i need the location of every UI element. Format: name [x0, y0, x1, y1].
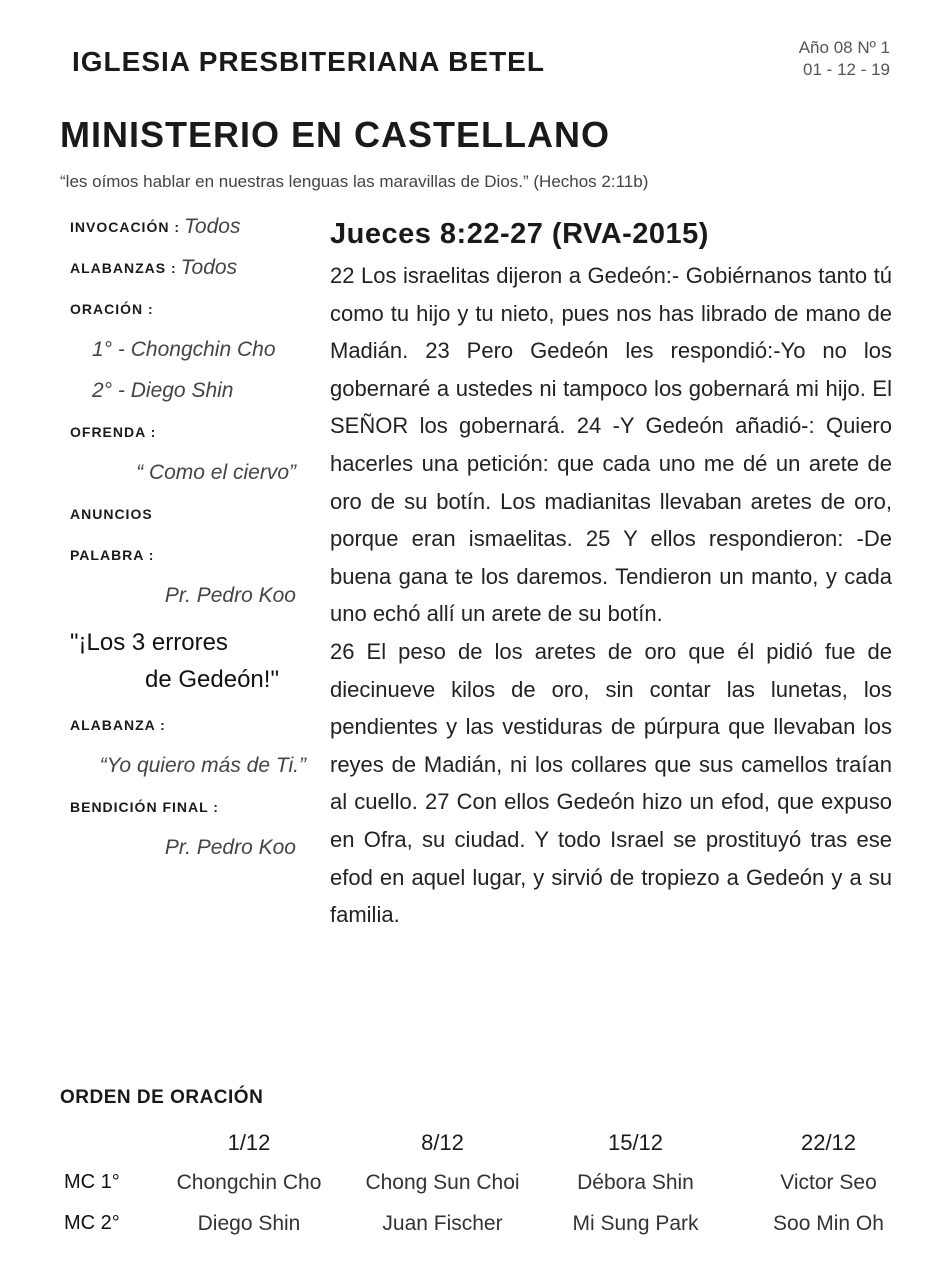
table-cell: Victor Seo	[780, 1170, 877, 1194]
bendicion-label: BENDICIÓN FINAL :	[70, 798, 219, 815]
prayer-order-table	[52, 1124, 925, 1244]
table-cell: Débora Shin	[577, 1170, 694, 1194]
table-cell: Mi Sung Park	[572, 1211, 699, 1235]
table-corner	[52, 1124, 152, 1162]
passage-text	[330, 257, 892, 934]
date-header: 22/12	[800, 1130, 857, 1155]
issue-info	[799, 37, 890, 81]
sermon-title-line1: "¡Los 3 errores	[70, 629, 228, 656]
bendicion-value: Pr. Pedro Koo	[164, 835, 296, 859]
alabanza-row	[70, 704, 310, 745]
table-cell: Chongchin Cho	[176, 1170, 322, 1194]
palabra-label: PALABRA :	[70, 546, 155, 563]
table-cell: Soo Min Oh	[773, 1211, 884, 1235]
oracion-second: 2° - Diego Shin	[92, 378, 234, 402]
church-name: IGLESIA PRESBITERIANA BETEL	[72, 46, 545, 77]
passage-paragraph: 26 El peso de los aretes de oro que él pidió fue de diecinueve kilos de oro, sin contar las lunetas, los pendientes y las vestiduras de púrpura que llevaban los reyes de Madián, ni los collares que sus camellos traían al cuello. 27 Con ellos Gedeón hizo un efod, que expuso en Ofra, su ciudad. Y todo Israel se prostituyó tras ese efod en aquel lugar, y sirvió de tropiezo a Gedeón y a su familia.	[330, 638, 892, 928]
bendicion-row	[70, 786, 310, 827]
date-header: 1/12	[227, 1130, 271, 1155]
oracion-first: 1° - Chongchin Cho	[92, 337, 276, 361]
sermon-title-line2: de Gedeón!"	[145, 666, 279, 693]
invocacion-label: INVOCACIÓN :	[70, 218, 180, 235]
anuncios-row	[70, 493, 310, 534]
table-cell: Diego Shin	[197, 1211, 301, 1235]
invocacion-row	[70, 206, 310, 247]
date-header: 15/12	[607, 1130, 664, 1155]
order-of-service	[70, 206, 310, 868]
oracion-row	[70, 288, 310, 329]
date-header: 8/12	[421, 1130, 464, 1155]
bible-quote: “les oímos hablar en nuestras lenguas las maravillas de Dios.” (Hechos 2:11b)	[60, 172, 649, 191]
oracion-label: ORACIÓN :	[70, 300, 154, 317]
alabanzas-row	[70, 247, 310, 288]
alabanzas-label: ALABANZAS :	[70, 259, 177, 276]
row-label: MC 1°	[64, 1171, 120, 1193]
table-cell: Juan Fischer	[382, 1211, 503, 1235]
anuncios-label: ANUNCIOS	[70, 505, 153, 522]
row-label: MC 2°	[64, 1212, 120, 1234]
prayer-order-title: ORDEN DE ORACIÓN	[60, 1087, 264, 1108]
passage-title: Jueces 8:22-27 (RVA-2015)	[330, 218, 709, 250]
sermon-title	[70, 616, 310, 698]
alabanzas-value: Todos	[180, 255, 238, 279]
alabanza-value: “Yo quiero más de Ti.”	[99, 753, 306, 777]
table-row	[52, 1203, 925, 1244]
passage-paragraph: 22 Los israelitas dijeron a Gedeón:- Gobiérnanos tanto tú como tu hijo y tu nieto, pues nos has librado de mano de Madián. 23 Pero Gedeón les respondió:-Yo no los gobernaré a ustedes ni tampoco los gobernará mi hijo. El SEÑOR los gobernará. 24 -Y Gedeón añadió-: Quiero hacerles una petición: que cada uno me dé un arete de oro de su botín. Los madianitas llevaban aretes de oro, porque eran ismaelitas. 25 Y ellos respondieron: -De buena gana te los daremos. Tendieron un manto, y cada uno echó allí un arete de su botín.	[330, 263, 892, 627]
table-row	[52, 1162, 925, 1203]
issue-date: 01 - 12 - 19	[803, 60, 890, 79]
ofrenda-row	[70, 411, 310, 452]
issue-number: Año 08 Nº 1	[798, 38, 890, 57]
ofrenda-label: OFRENDA :	[70, 423, 157, 440]
invocacion-value: Todos	[184, 214, 241, 238]
alabanza-label: ALABANZA :	[70, 716, 166, 733]
scripture-passage	[330, 218, 892, 934]
ofrenda-value: “ Como el ciervo”	[136, 460, 296, 484]
table-cell: Chong Sun Choi	[365, 1170, 520, 1194]
prayer-dates-row	[52, 1124, 925, 1162]
ministry-title: MINISTERIO EN CASTELLANO	[60, 114, 611, 155]
palabra-row	[70, 534, 310, 575]
palabra-value: Pr. Pedro Koo	[164, 583, 296, 607]
